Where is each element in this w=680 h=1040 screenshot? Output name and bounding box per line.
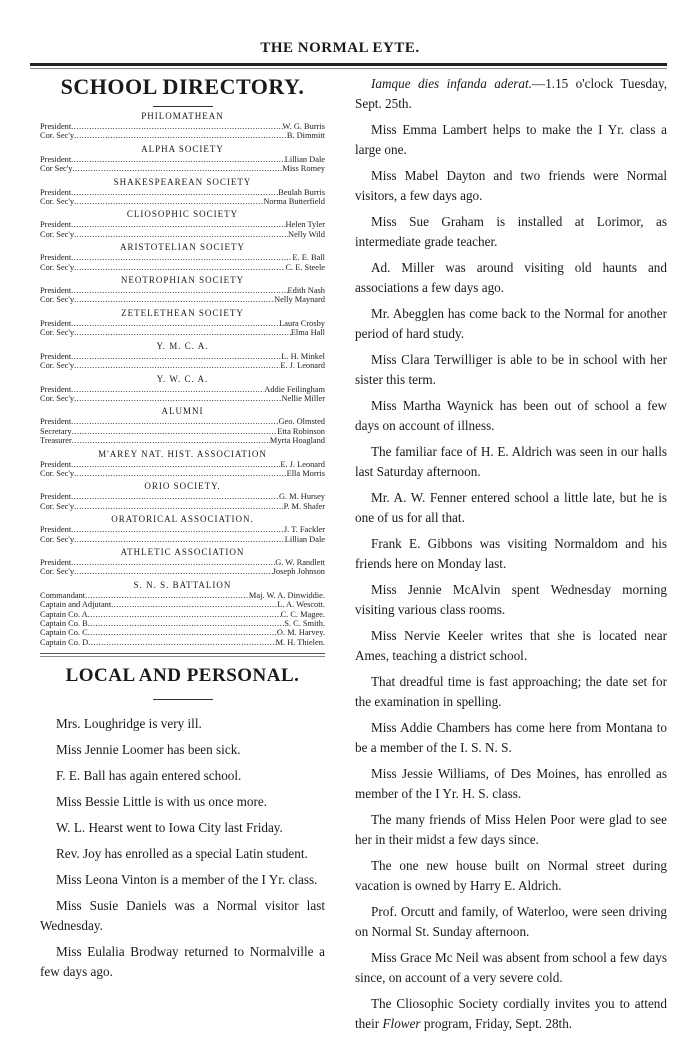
- news-item: Mrs. Loughridge is very ill.: [56, 716, 202, 732]
- officer-row: [40, 155, 325, 164]
- officer-row: [40, 619, 325, 628]
- leader-dots: [74, 394, 281, 403]
- officer-role: Cor Sec'y: [40, 164, 73, 174]
- society-name: PHILOMATHEAN: [141, 111, 224, 121]
- society-entry: [40, 275, 325, 305]
- society-name: ALUMNI: [161, 406, 204, 417]
- society-name: Y. M. C. A.: [156, 340, 209, 351]
- leader-dots: [71, 385, 264, 394]
- officer-name: Nellie Miller: [281, 393, 325, 403]
- news-item: Miss Bessie Little is with us once more.: [56, 794, 267, 810]
- section-divider: [40, 653, 325, 654]
- leader-dots: [71, 253, 292, 262]
- officer-role: President: [40, 253, 72, 263]
- leader-dots: [71, 220, 285, 229]
- officer-name: G. W. Randlett: [275, 557, 325, 567]
- society-entry: [40, 144, 325, 174]
- news-item: Miss Eulalia Brodway returned to Normalville a few days ago.: [40, 944, 325, 980]
- officer-role: President: [40, 351, 72, 361]
- officer-row: [40, 164, 325, 173]
- news-item: That dreadful time is fast approaching; the date set for the examination in spelling.: [355, 674, 667, 709]
- leader-dots: [74, 361, 280, 370]
- officer-name: E. J. Leonard: [280, 459, 325, 469]
- local-items-right: [355, 120, 667, 988]
- society-entry: [40, 374, 325, 404]
- officer-role: President: [40, 384, 72, 394]
- officer-name: Helen Tyler: [285, 220, 325, 230]
- news-item: F. E. Ball has again entered school.: [56, 768, 242, 784]
- news-item-last: [355, 994, 667, 1034]
- leader-dots: [71, 319, 279, 328]
- leader-dots: [88, 610, 281, 619]
- news-item: The familiar face of H. E. Aldrich was seen in our halls last Saturday afternoon.: [355, 444, 667, 479]
- officer-name: Beulah Burris: [278, 187, 325, 197]
- officer-row: [40, 253, 325, 262]
- society-entry: [40, 111, 325, 141]
- officer-role: President: [40, 187, 72, 197]
- society-name: ATHLETIC ASSOCIATION: [120, 546, 245, 557]
- officer-row: [40, 427, 325, 436]
- officer-row: [40, 558, 325, 567]
- news-item: Miss Clara Terwilliger is able to be in school with her sister this term.: [355, 352, 667, 387]
- leader-dots: [74, 197, 263, 206]
- officer-name: W. G. Burris: [282, 122, 325, 131]
- society-name: Y. W. C. A.: [156, 373, 209, 384]
- news-item: Miss Jennie McAlvin spent Wednesday morning visiting various class rooms.: [355, 582, 667, 617]
- officer-name: E. J. Leonard: [280, 361, 325, 371]
- society-entry: [40, 177, 325, 207]
- officer-role: Cor. Sec'y: [40, 501, 75, 511]
- officer-row: [40, 591, 325, 600]
- officer-role: Cor. Sec'y: [40, 229, 75, 239]
- leader-dots: [74, 131, 287, 140]
- latin-phrase: Iamque dies infanda aderat.: [371, 76, 532, 91]
- officer-row: [40, 535, 325, 544]
- officer-name: Edith Nash: [287, 286, 325, 296]
- society-name: S. N. S. BATTALION: [133, 579, 232, 590]
- officer-row: [40, 188, 325, 197]
- officer-name: Addie Feilingham: [264, 384, 325, 394]
- officer-role: Commandant: [40, 590, 86, 600]
- news-item: Miss Addie Chambers has come here from Montana to be a member of the I. S. N. S.: [355, 720, 667, 755]
- society-entry: [40, 481, 325, 511]
- officer-row: [40, 122, 325, 131]
- officer-row: [40, 263, 325, 272]
- program-name: Flower: [382, 1016, 421, 1031]
- officer-role: Cor. Sec'y: [40, 534, 75, 544]
- leader-dots: [74, 567, 273, 576]
- leader-dots: [71, 188, 278, 197]
- news-item: Miss Susie Daniels was a Normal visitor last Wednesday.: [40, 898, 325, 934]
- society-name: ORATORICAL ASSOCIATION.: [111, 514, 254, 525]
- news-item: Miss Martha Waynick has been out of school a few days on account of illness.: [355, 398, 667, 433]
- officer-role: Cor. Sec'y: [40, 567, 75, 577]
- officer-role: Cor. Sec'y: [40, 468, 75, 478]
- officer-role: Cor. Sec'y: [40, 131, 75, 141]
- officer-role: Captain and Adjutant: [40, 600, 112, 610]
- officer-row: [40, 286, 325, 295]
- officer-name: P. M. Shafer: [283, 501, 325, 511]
- officer-name: C. C. Magee.: [280, 609, 325, 619]
- officer-row: [40, 600, 325, 609]
- officer-row: [40, 417, 325, 426]
- leader-dots: [71, 558, 275, 567]
- left-column: [40, 74, 325, 988]
- society-entry: [40, 341, 325, 371]
- officer-name: Laura Crosby: [279, 318, 325, 328]
- news-item: Prof. Orcutt and family, of Waterloo, were seen driving on Normal St. Sunday afternoon.: [355, 904, 667, 939]
- directory-title: SCHOOL DIRECTORY.: [60, 74, 305, 99]
- officer-row: [40, 502, 325, 511]
- leader-dots: [111, 600, 277, 609]
- leader-dots: [72, 436, 270, 445]
- local-items-left: [40, 714, 325, 982]
- title-rule: [153, 699, 213, 700]
- society-name: NEOTROPHIAN SOCIETY: [120, 275, 245, 286]
- officer-role: Cor. Sec'y: [40, 262, 75, 272]
- officer-name: C. E. Steele: [285, 262, 325, 272]
- leader-dots: [74, 230, 288, 239]
- leader-dots: [71, 525, 284, 534]
- news-item: Rev. Joy has enrolled as a special Latin student.: [56, 846, 308, 862]
- news-item: Frank E. Gibbons was visiting Normaldom and his friends here on Monday last.: [355, 536, 667, 571]
- officer-role: President: [40, 557, 72, 567]
- officer-row: [40, 352, 325, 361]
- officer-name: G. M. Hursey: [278, 492, 325, 502]
- news-item: The many friends of Miss Helen Poor were glad to see her in their midst a few days since.: [355, 812, 667, 847]
- news-item-first: [355, 74, 667, 114]
- officer-name: Lillian Dale: [284, 534, 325, 544]
- officer-role: Treasurer: [40, 436, 72, 446]
- officer-role: President: [40, 417, 72, 427]
- officer-name: Nelly Maynard: [274, 295, 325, 305]
- society-entry: [40, 580, 325, 647]
- society-name: ZETELETHEAN SOCIETY: [121, 307, 244, 318]
- society-entry: [40, 242, 325, 272]
- officer-name: Lillian Dale: [284, 154, 325, 164]
- officer-role: President: [40, 154, 72, 164]
- officer-role: Captain Co. B: [40, 619, 88, 628]
- officer-row: [40, 220, 325, 229]
- news-item: Miss Emma Lambert helps to make the I Yr. class a large one.: [355, 122, 667, 157]
- society-entry: [40, 547, 325, 577]
- officer-role: Cor. Sec'y: [40, 328, 75, 338]
- leader-dots: [85, 591, 249, 600]
- leader-dots: [71, 460, 280, 469]
- officer-name: E. E. Ball: [292, 253, 325, 263]
- leader-dots: [71, 352, 281, 361]
- leader-dots: [88, 628, 277, 637]
- officer-name: Joseph Johnson: [272, 567, 325, 577]
- officer-row: [40, 460, 325, 469]
- leader-dots: [88, 638, 275, 647]
- officer-row: [40, 525, 325, 534]
- officer-name: S. C. Smith.: [284, 619, 325, 628]
- officer-row: [40, 638, 325, 647]
- society-name: ARISTOTELIAN SOCIETY: [119, 242, 246, 253]
- officer-row: [40, 385, 325, 394]
- officer-row: [40, 436, 325, 445]
- news-text: The Cliosophic Society cordially invites you to attend their: [355, 996, 667, 1031]
- society-entry: [40, 308, 325, 338]
- officer-role: President: [40, 459, 72, 469]
- section-divider-thin: [40, 656, 325, 657]
- society-name: ORIO SOCIETY.: [144, 481, 221, 492]
- officer-row: [40, 469, 325, 478]
- news-item: Mr. A. W. Fenner entered school a little late, but he is one of us for all that.: [355, 490, 667, 525]
- officer-row: [40, 328, 325, 337]
- officer-row: [40, 567, 325, 576]
- officer-row: [40, 319, 325, 328]
- officer-name: L. H. Minkel: [281, 351, 325, 361]
- society-name: CLIOSOPHIC SOCIETY: [126, 209, 239, 220]
- leader-dots: [71, 122, 282, 131]
- news-item: Miss Jennie Loomer has been sick.: [56, 742, 241, 758]
- officer-row: [40, 361, 325, 370]
- news-item: Mr. Abegglen has come back to the Normal for another period of hard study.: [355, 306, 667, 341]
- officer-role: President: [40, 318, 72, 328]
- society-entry: [40, 209, 325, 239]
- news-text: program, Friday, Sept. 28th.: [420, 1016, 573, 1031]
- officer-role: Cor. Sec'y: [40, 393, 75, 403]
- header-rule-thin: [30, 68, 667, 69]
- officer-row: [40, 295, 325, 304]
- society-entry: [40, 449, 325, 479]
- leader-dots: [71, 155, 285, 164]
- officer-name: Maj. W. A. Dinwiddie.: [248, 590, 325, 600]
- officer-role: President: [40, 122, 72, 131]
- news-item: Miss Sue Graham is installed at Lorimor, as intermediate grade teacher.: [355, 214, 667, 249]
- officer-name: J. T. Fackler: [283, 525, 325, 535]
- officer-role: Captain Co. C: [40, 628, 88, 638]
- officer-row: [40, 492, 325, 501]
- news-item: W. L. Hearst went to Iowa City last Friday.: [56, 820, 283, 836]
- officer-name: M. H. Thielen.: [275, 637, 325, 647]
- officer-role: Captain Co. A: [40, 609, 88, 619]
- officer-name: B. Dimmitt: [286, 131, 325, 141]
- officer-role: President: [40, 492, 72, 502]
- officer-role: Cor. Sec'y: [40, 197, 75, 207]
- society-name: ALPHA SOCIETY: [141, 143, 224, 154]
- officer-name: Elma Hall: [290, 328, 325, 338]
- news-text: —1.15 o'clock Tuesday, Sept. 25th.: [355, 76, 667, 111]
- officer-role: Cor. Sec'y: [40, 361, 75, 371]
- officer-name: Nelly Wild: [288, 229, 325, 239]
- leader-dots: [74, 263, 285, 272]
- news-item: Miss Jessie Williams, of Des Moines, has enrolled as member of the I Yr. H. S. class.: [355, 766, 667, 801]
- officer-row: [40, 131, 325, 140]
- news-item: Miss Grace Mc Neil was absent from school a few days since, on account of a very severe cold.: [355, 950, 667, 985]
- officer-role: President: [40, 525, 72, 535]
- leader-dots: [74, 328, 291, 337]
- officer-row: [40, 394, 325, 403]
- right-column: [355, 74, 667, 1040]
- officer-role: Captain Co. D: [40, 637, 89, 647]
- header-rule: [30, 63, 667, 66]
- officer-row: [40, 230, 325, 239]
- leader-dots: [72, 164, 282, 173]
- title-rule: [153, 106, 213, 107]
- officer-name: O. M. Harvey.: [276, 628, 325, 638]
- society-entry: [40, 514, 325, 544]
- news-item: Miss Nervie Keeler writes that she is located near Ames, teaching a district school.: [355, 628, 667, 663]
- officer-role: President: [40, 220, 72, 230]
- officer-name: Myrta Hoagland: [269, 436, 325, 446]
- officer-role: Cor. Sec'y: [40, 295, 75, 305]
- officer-role: President: [40, 286, 72, 296]
- news-item: Miss Leona Vinton is a member of the I Yr. class.: [56, 872, 318, 888]
- officer-name: Geo. Olmsted: [278, 417, 325, 427]
- officer-name: Norma Butterfield: [263, 197, 325, 207]
- officer-name: Miss Romey: [282, 164, 325, 174]
- leader-dots: [74, 535, 285, 544]
- officer-name: L. A. Wescott.: [277, 600, 325, 610]
- society-name: M'AREY NAT. HIST. ASSOCIATION: [98, 448, 267, 459]
- running-title: THE NORMAL EYTE.: [260, 40, 420, 56]
- society-name: SHAKESPEAREAN SOCIETY: [113, 176, 252, 187]
- news-item: Ad. Miller was around visiting old haunts and associations a few days ago.: [355, 260, 667, 295]
- leader-dots: [74, 295, 274, 304]
- society-entry: [40, 406, 325, 445]
- officer-name: Ella Morris: [286, 468, 325, 478]
- leader-dots: [74, 502, 284, 511]
- officer-row: [40, 197, 325, 206]
- officer-row: [40, 628, 325, 637]
- officer-role: Secretary: [40, 426, 72, 436]
- leader-dots: [71, 286, 287, 295]
- news-item: Miss Mabel Dayton and two friends were Normal visitors, a few days ago.: [355, 168, 667, 203]
- leader-dots: [71, 417, 278, 426]
- leader-dots: [71, 492, 279, 501]
- news-item: The one new house built on Normal street during vacation is owned by Harry E. Aldrich.: [355, 858, 667, 893]
- local-personal-title: LOCAL AND PERSONAL.: [65, 665, 300, 687]
- officer-row: [40, 610, 325, 619]
- school-directory: [40, 111, 325, 647]
- officer-name: Etta Robinson: [277, 426, 325, 436]
- leader-dots: [74, 469, 287, 478]
- leader-dots: [88, 619, 285, 628]
- leader-dots: [72, 427, 278, 436]
